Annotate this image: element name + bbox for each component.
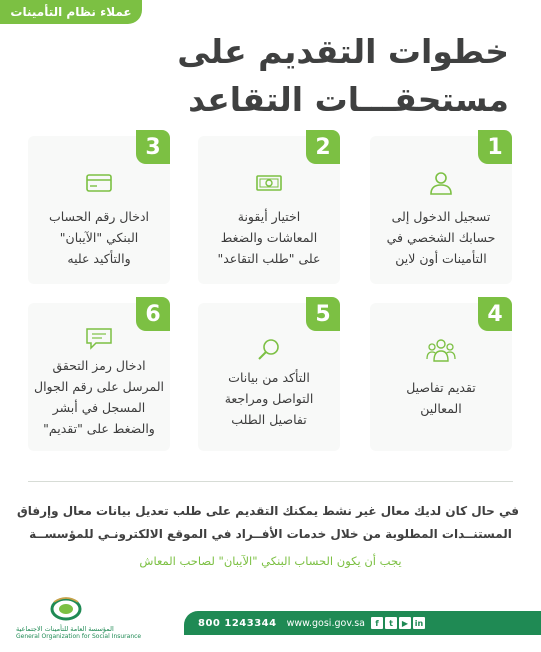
facebook-icon[interactable]: f [371,617,383,629]
step-card-4 [370,303,512,451]
logo-arabic-name: المؤسسة العامة للتأمينات الاجتماعية [16,625,114,633]
gosi-logo-icon [50,596,82,622]
social-links [371,617,425,629]
logo-english-name: General Organization for Social Insurance [16,633,142,640]
step-card-1 [370,136,512,284]
phone-number: 800 1243344 [198,617,277,629]
step-card-5 [198,303,340,451]
money-icon [254,170,284,196]
section-divider [28,481,513,482]
step-text: ادخال رمز التحقق المرسل على رقم الجوال المسجل في أبشر والضغط على "تقديم" [34,358,164,436]
title-line-2: مستحقـــات التقاعد [188,80,509,119]
step-text: تسجيل الدخول إلى حسابك الشخصي في التأمينات أون لاين [386,209,496,266]
notice-line-3: يجب أن يكون الحساب البنكي "الآيبان" لصاحب المعاش [139,554,402,568]
step-card-6 [28,303,170,451]
step-number: 4 [478,297,512,331]
step-text: التأكد من بيانات التواصل ومراجعة تفاصيل الطلب [224,370,314,427]
group-icon [426,337,456,363]
youtube-icon[interactable]: ▶ [399,617,411,629]
search-icon [254,337,284,363]
step-card-3 [28,136,170,284]
website-link[interactable]: www.gosi.gov.sa [286,617,365,629]
linkedin-icon[interactable]: in [414,618,424,628]
step-card-2 [198,136,340,284]
step-number: 5 [306,297,340,331]
notice-text [17,500,519,573]
step-number: 6 [136,297,170,331]
step-number: 1 [478,130,512,164]
page-title [179,28,509,124]
card-icon [84,170,114,196]
user-icon [426,170,456,196]
step-number: 3 [136,130,170,164]
notice-line-1: في حال كان لديك معال غير نشط يمكنك التقديم على طلب تعديل بيانات معال وإرفاق [17,504,519,518]
step-text: ادخال رقم الحساب البنكي "الآيبان" والتأكيد عليه [48,209,149,266]
step-text: اختيار أيقونة المعاشات والضغط على "طلب التقاعد" [217,209,321,266]
twitter-icon[interactable]: t [385,617,397,629]
logo-text [16,625,146,640]
title-line-1: خطوات التقديم على [177,32,509,71]
step-text: تقديم تفاصيل المعالين [406,380,476,416]
step-number: 2 [306,130,340,164]
footer-bar [184,611,541,635]
category-tag: عملاء نظام التأمينات [0,0,142,24]
message-icon [84,325,114,351]
notice-line-2: المستنــدات المطلوبة من خلال خدمات الأفــراد في الموقع الالكترونـي للمؤسســة [29,527,512,541]
